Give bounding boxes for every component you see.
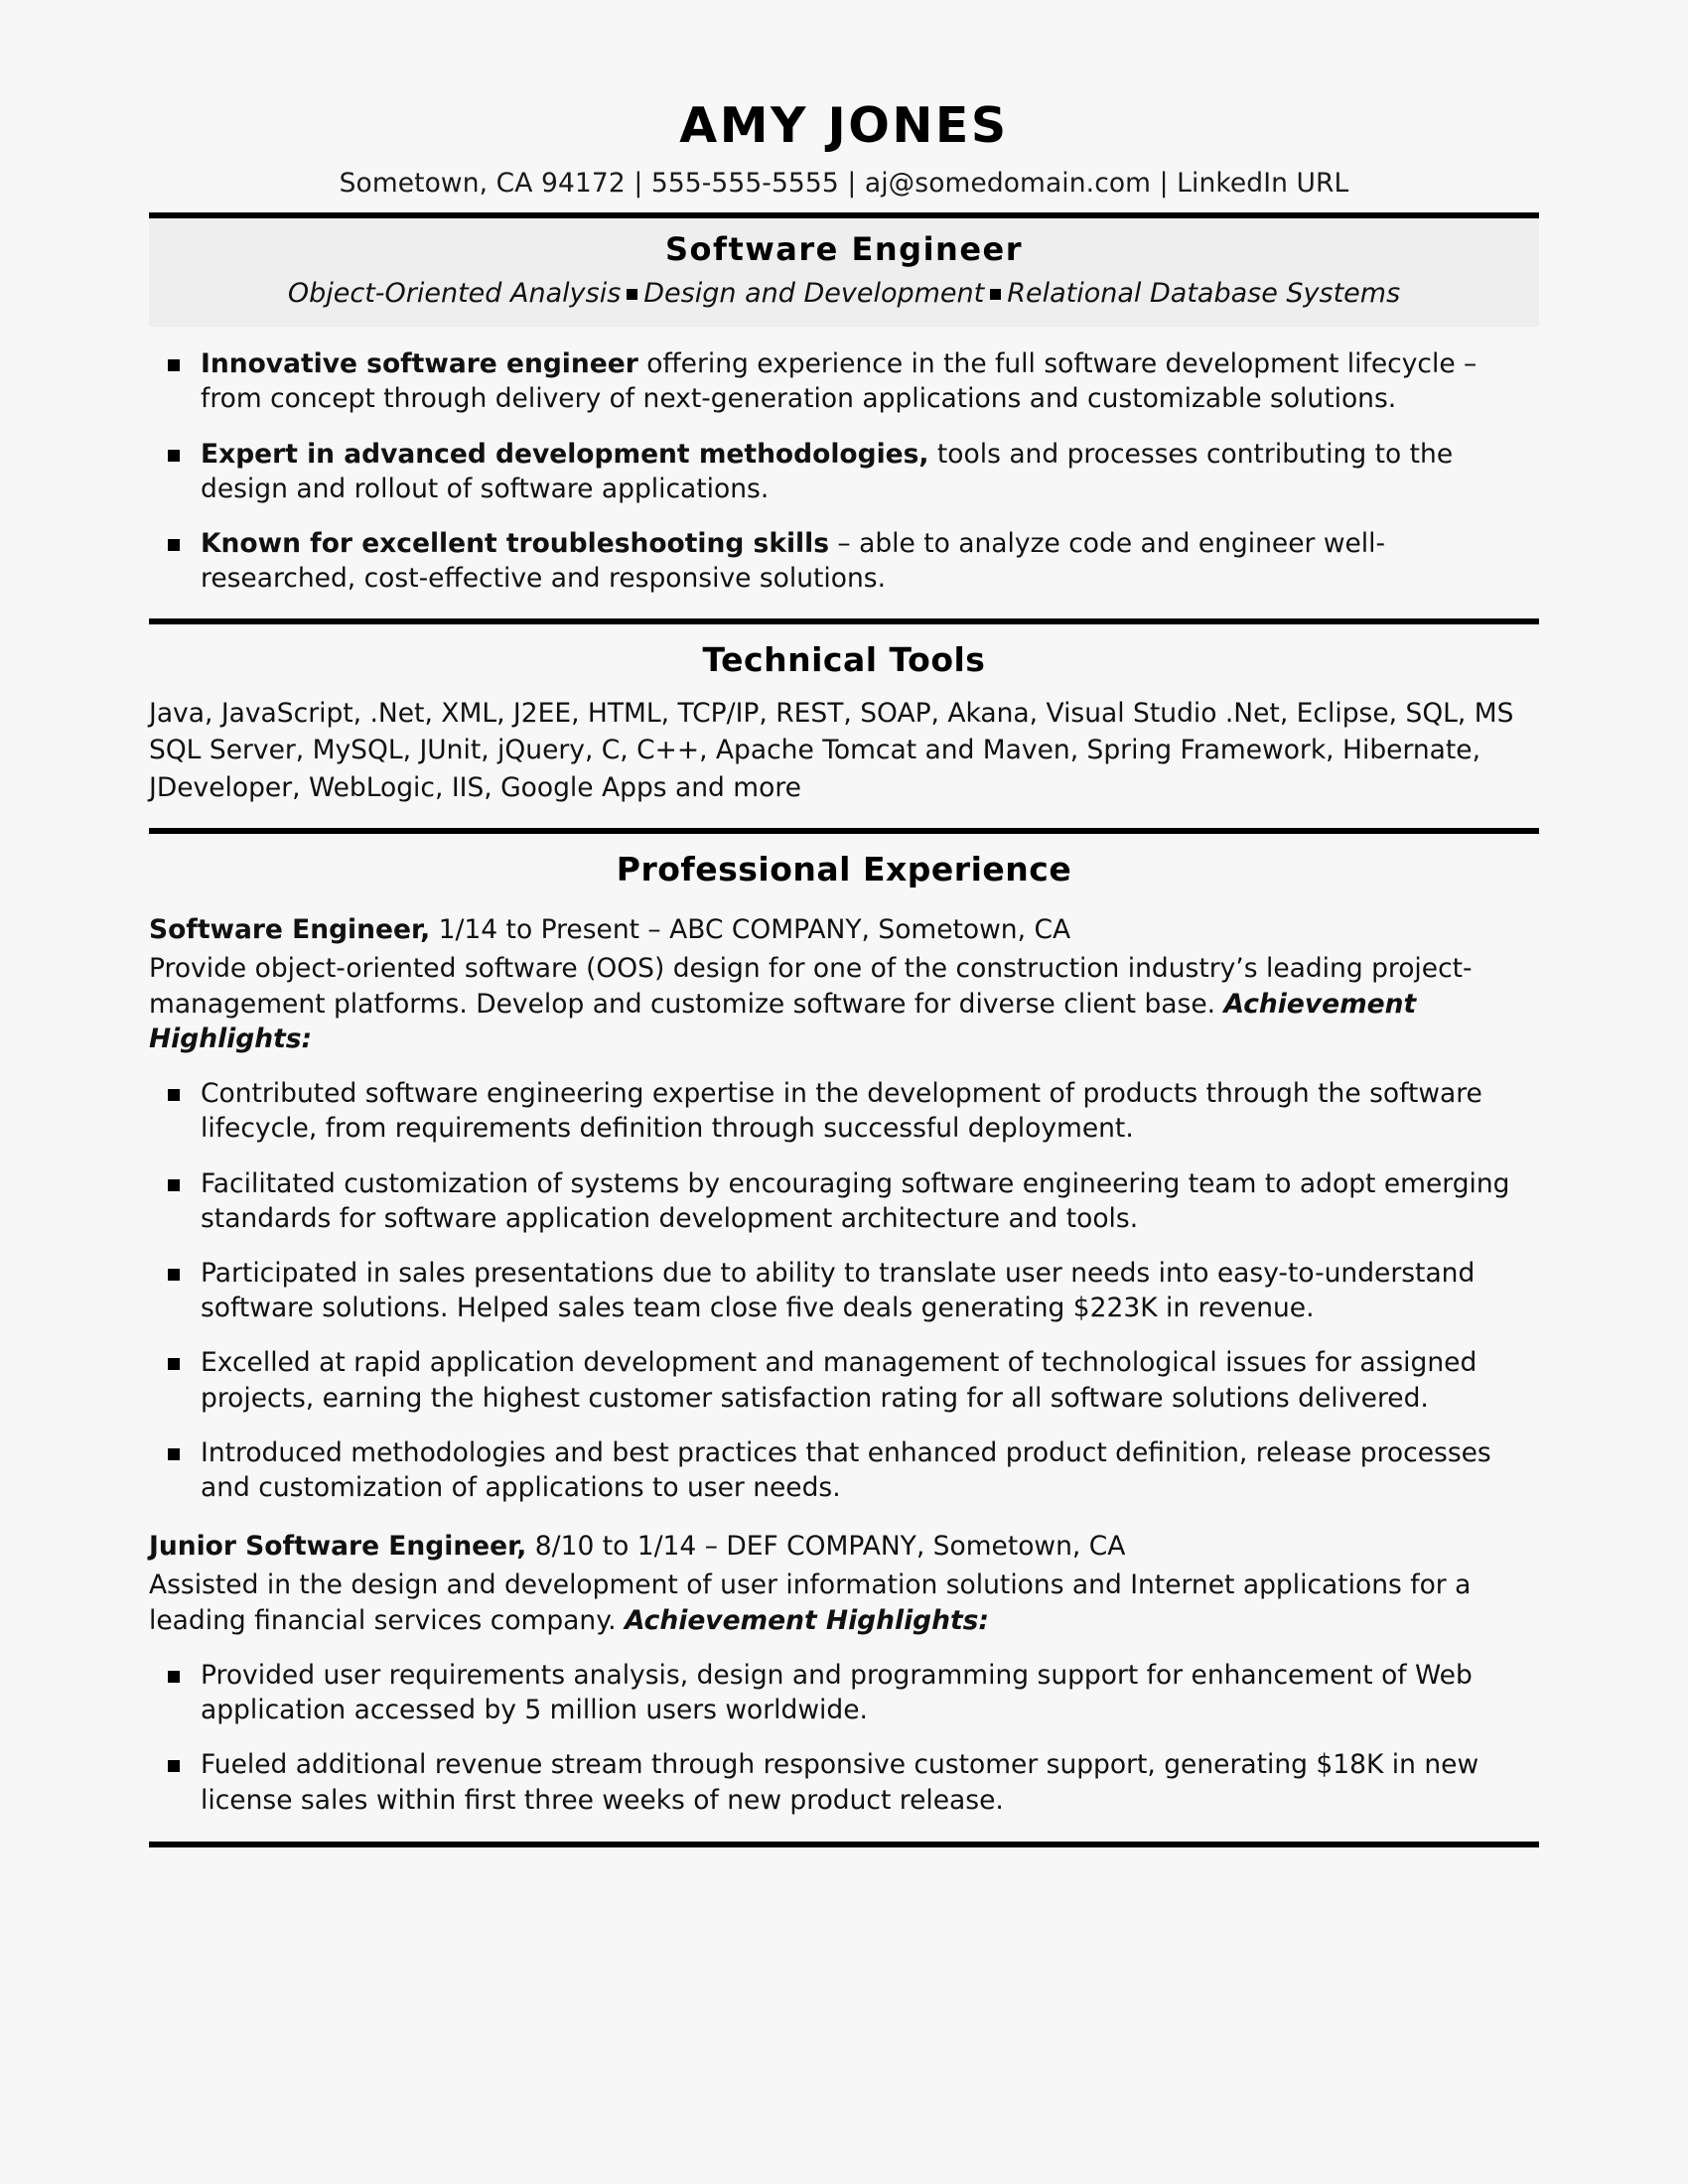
job-1-achievements: [149, 1076, 1539, 1505]
technical-tools-body: Java, JavaScript, .Net, XML, J2EE, HTML, TCP/IP, REST, SOAP, Akana, Visual Studio .Net, Eclipse, SQL, MS SQL Server, MySQL, JUnit, jQuery, C, C++, Apache Tomcat and Maven, Spring Framework, Hibernate, JDeveloper, WebLogic, IIS, Google Apps and more: [149, 697, 1514, 803]
list-item: [149, 346, 1539, 416]
job-description-2: [149, 1568, 1539, 1637]
job-title-headline: Software Engineer: [149, 218, 1539, 274]
list-item: Provided user requirements analysis, design and programming support for enhancement of Web application accessed by 5 million users worldwide.: [149, 1658, 1539, 1727]
divider-bottom: [149, 1842, 1539, 1847]
job-description-1: [149, 951, 1539, 1056]
list-item: Participated in sales presentations due to ability to translate user needs into easy-to-understand software solutions. Helped sales team close five deals generating $223K in revenue.: [149, 1256, 1539, 1325]
list-item: Facilitated customization of systems by encouraging software engineering team to adopt emerging standards for software application development architecture and tools.: [149, 1166, 1539, 1236]
summary-lead: Known for excellent troubleshooting skills: [201, 528, 829, 560]
square-bullet-icon: [627, 289, 637, 300]
list-item: Contributed software engineering expertise in the development of products through the software lifecycle, from requirements definition through successful deployment.: [149, 1076, 1539, 1146]
job-role: Software Engineer,: [149, 914, 431, 946]
job-role: Junior Software Engineer,: [149, 1531, 527, 1563]
summary-list: [149, 346, 1539, 596]
section-heading-experience: Professional Experience: [616, 850, 1072, 889]
section-heading-technical-tools: Technical Tools: [702, 639, 986, 679]
summary-rest: tools and processes contributing to the design and rollout of software applications.: [201, 438, 1454, 504]
job-description-text: Assisted in the design and development of user information solutions and Internet applications for a leading financial services company.: [149, 1570, 1472, 1636]
job-2-achievements: [149, 1658, 1539, 1818]
achievements-label: Achievement Highlights:: [149, 988, 1417, 1054]
page-title: AMY JONES: [679, 97, 1009, 154]
contact-line: Sometown, CA 94172 | 555-555-5555 | aj@somedomain.com | LinkedIn URL: [339, 168, 1349, 199]
specialty-3: Relational Database Systems: [1007, 278, 1401, 309]
list-item: [149, 526, 1539, 596]
summary-rest: offering experience in the full software development lifecycle – from concept through delivery of next-generation applications and customizable solutions.: [201, 348, 1477, 415]
list-item: Introduced methodologies and best practices that enhanced product definition, release processes and customization of applications to user needs.: [149, 1435, 1539, 1505]
divider-experience: [149, 828, 1539, 834]
job-meta: 8/10 to 1/14 – DEF COMPANY, Sometown, CA: [526, 1531, 1126, 1563]
summary-lead: Innovative software engineer: [201, 348, 638, 380]
specialty-2: Design and Development: [643, 278, 985, 309]
job-description-text: Provide object-oriented software (OOS) design for one of the construction industry’s leading project- management platforms. Develop and customize software for diverse client base.: [149, 953, 1473, 1020]
square-bullet-icon: [990, 289, 1001, 300]
job-meta: 1/14 to Present – ABC COMPANY, Sometown, CA: [430, 914, 1071, 946]
achievements-label: Achievement Highlights:: [624, 1604, 990, 1636]
specialty-1: Object-Oriented Analysis: [287, 278, 622, 309]
list-item: Excelled at rapid application development and management of technological issues for assigned projects, earning the highest customer satisfaction rating for all software solutions delivered.: [149, 1345, 1539, 1415]
list-item: Fueled additional revenue stream through responsive customer support, generating $18K in new license sales within first three weeks of new product release.: [149, 1747, 1539, 1817]
job-header-2: [149, 1531, 1539, 1562]
summary-lead: Expert in advanced development methodologies,: [201, 438, 929, 470]
job-header-1: [149, 914, 1539, 945]
specialties-line: [149, 274, 1539, 327]
summary-rest: – able to analyze code and engineer well-researched, cost-effective and responsive solutions.: [201, 528, 1386, 595]
list-item: [149, 437, 1539, 506]
divider-technical-tools: [149, 618, 1539, 624]
